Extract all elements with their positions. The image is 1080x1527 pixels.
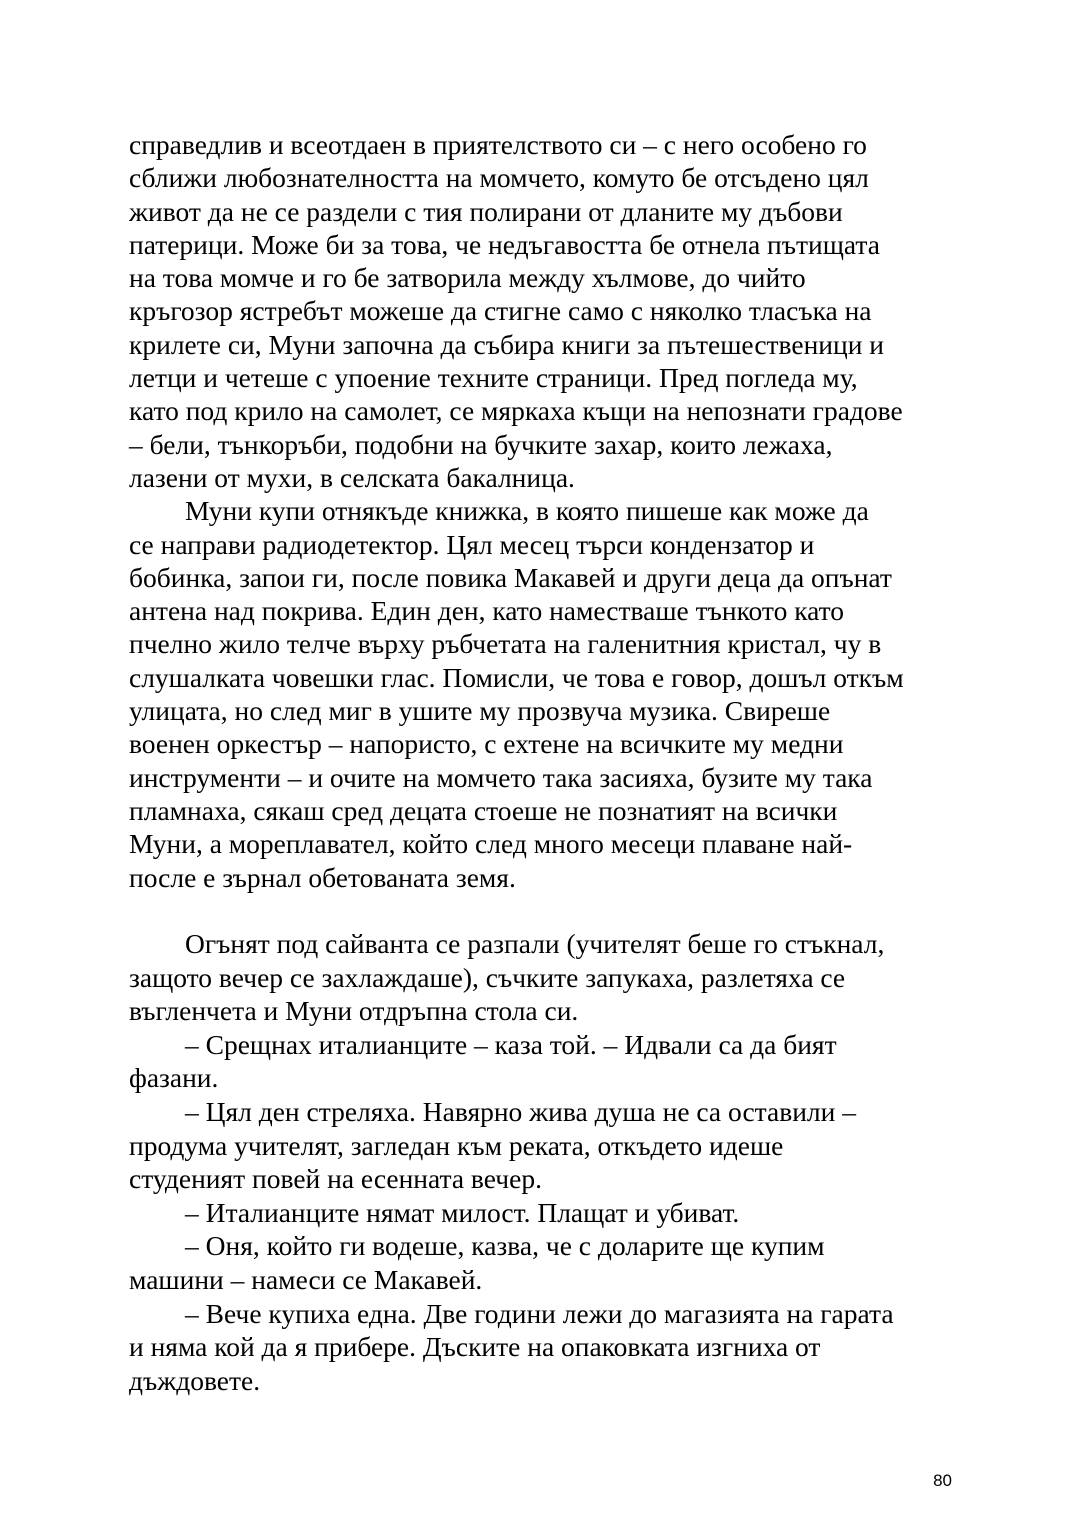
text-line: крилете си, Муни започна да събира книги за пътешественици и [129,328,885,360]
text-line: студеният повей на есенната вечер. [129,1163,542,1195]
text-line: бобинка, запои ги, после повика Макавей и други деца да опънат [129,561,892,593]
text-line: фазани. [129,1062,219,1094]
text-section-1 [129,128,959,894]
dialogue-line: – Италианците нямат милост. Плащат и убиват. [185,1196,740,1228]
text-line: пчелно жило телче върху ръбчетата на галенитния кристал, чу в [129,628,882,660]
text-line: машини – намеси се Макавей. [129,1263,483,1295]
text-line: лазени от мухи, в селската бакалница. [129,461,575,493]
text-section-2 [129,927,959,1397]
text-line: дъждовете. [129,1364,261,1396]
text-line: инструменти – и очите на момчето така засияха, бузите му така [129,761,873,793]
text-line: патерици. Може би за това, че недъгавостта бе отнела пътищата [129,228,880,260]
dialogue-line: – Цял ден стреляха. Навярно жива душа не са оставили – [185,1095,856,1127]
dialogue-line: – Срещнах италианците – каза той. – Идвали са да бият [185,1028,837,1060]
dialogue-line: – Оня, който ги водеше, казва, че с доларите ще купим [185,1230,825,1262]
text-line: после е зърнал обетованата земя. [129,861,516,893]
text-line: антена над покрива. Един ден, като наместваше тънкото като [129,595,845,627]
dialogue-line: – Вече купиха една. Две години лежи до магазията на гарата [185,1297,894,1329]
text-line: живот да не се раздели с тия полирани от дланите му дъбови [129,195,843,227]
text-line: като под крило на самолет, се мяркаха къщи на непознати градове [129,395,903,427]
text-line: летци и четеше с упоение техните страници. Пред погледа му, [129,362,858,394]
text-line: пламнаха, сякаш сред децата стоеше не познатият на всички [129,794,838,826]
text-line: продума учителят, загледан към реката, откъдето идеше [129,1129,784,1161]
text-line: и няма кой да я прибере. Дъските на опаковката изгниха от [129,1331,821,1363]
text-line: – бели, тънкоръби, подобни на бучките захар, които лежаха, [129,428,833,460]
text-line: справедлив и всеотдаен в приятелството си – с него особено го [129,129,867,160]
text-line: сближи любознателността на момчето, комуто бе отсъдено цял [129,162,869,194]
text-line: улицата, но след миг в ушите му прозвуча музика. Свиреше [129,695,831,727]
paragraph-start-line: Огънят под сайванта се разпали (учителят беше го стъкнал, [185,928,885,959]
text-line: защото вечер се захлаждаше), съчките запукаха, разлетяха се [129,961,846,993]
text-line: се направи радиодетектор. Цял месец търси кондензатор и [129,528,815,560]
text-line: Муни, а мореплавател, който след много месеци плаване най- [129,828,853,860]
text-line: слушалката човешки глас. Помисли, че това е говор, дошъл откъм [129,661,904,693]
text-line: кръгозор ястребът можеше да стигне само с няколко тласъка на [129,295,872,327]
text-line: на това момче и го бе затворила между хълмове, до чийто [129,262,806,294]
text-line: военен оркестър – напористо, с ехтене на всичките му медни [129,728,844,760]
page-number: 80 [933,1471,952,1490]
text-line: въгленчета и Муни отдръпна стола си. [129,995,579,1027]
paragraph-start-line: Муни купи отнякъде книжка, в която пишеше как може да [185,495,869,527]
